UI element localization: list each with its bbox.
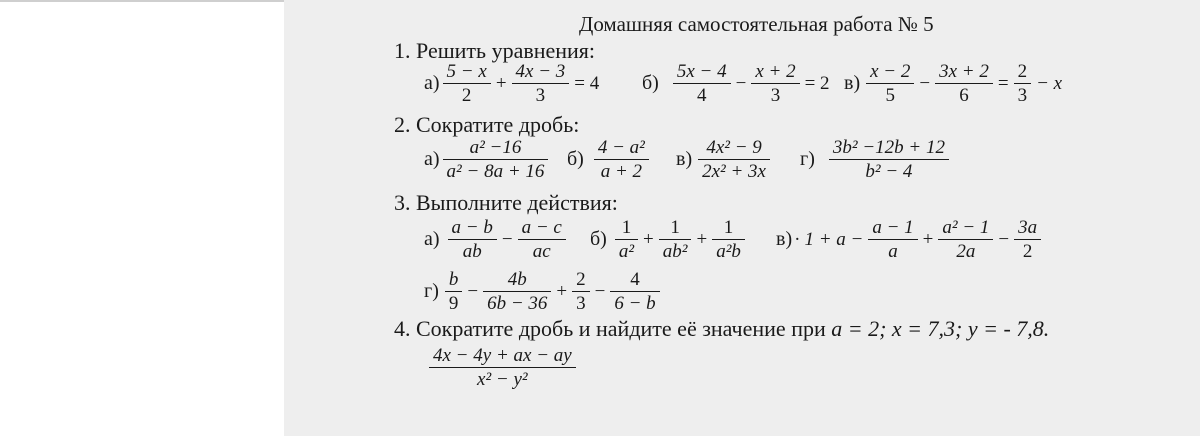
numerator: 2 [1017,61,1028,82]
denominator: a [868,239,917,262]
item-label: а) [424,72,440,95]
task-3-item-d [424,270,663,314]
numerator: 3b² −12b + 12 [832,137,945,158]
task-2-heading: 2. Сократите дробь: [394,112,580,137]
operator: + [643,228,654,250]
numerator: 4 [630,269,640,290]
numerator: 1 [723,217,734,238]
denominator: 2x² + 3x [698,159,770,182]
denominator: ab [448,239,497,262]
operator: + [922,228,934,250]
fraction [829,138,949,182]
denominator: 9 [445,291,463,314]
top-border-line [0,0,284,2]
expression-tail: − x [1036,72,1063,94]
fraction [935,62,993,106]
numerator: a − b [451,217,493,238]
numerator: 1 [621,217,632,238]
item-label: б) [590,228,607,251]
fraction [1014,218,1041,262]
fraction [512,62,570,106]
task-2-item-d [800,138,952,182]
item-label: б) [642,72,659,95]
fraction [659,218,692,262]
task-2-item-a [424,138,551,182]
operator: − [919,72,931,94]
numerator: a² −16 [469,137,522,158]
numerator: 5x − 4 [676,61,727,82]
right-hand-side: = 4 [574,72,600,94]
fraction [610,270,659,314]
denominator: 6 − b [610,291,659,314]
operator: + [495,72,507,94]
item-label: г) [424,280,439,303]
operator: − [735,72,747,94]
fraction [938,218,993,262]
dot-mark: · [794,228,801,250]
task-3-heading: 3. Выполните действия: [394,190,618,215]
task-4-condition: a = 2; x = 7,3; y = - 7,8. [831,316,1050,341]
denominator: 2 [1014,239,1041,262]
fraction [673,62,731,106]
operator: − [501,228,513,250]
operator: − [467,280,479,302]
expression-prefix: 1 + a − [804,228,864,250]
denominator: 3 [572,291,590,314]
numerator: 4 − a² [597,137,645,158]
numerator: 4x − 3 [515,61,566,82]
denominator: 5 [866,83,914,106]
fraction [698,138,770,182]
operator: + [556,280,568,302]
task-4-expression [426,346,579,390]
operator: + [696,228,708,250]
task-3-item-a [424,218,569,262]
denominator: 4 [673,83,731,106]
numerator: 1 [670,217,680,238]
task-2-item-b [567,138,652,182]
numerator: 4x² − 9 [706,137,762,158]
numerator: a − c [521,217,562,238]
fraction [594,138,649,182]
fraction [1014,62,1032,106]
denominator: 2a [938,239,993,262]
task-4-heading-text: 4. Сократите дробь и найдите её значение при [394,316,826,341]
item-label: г) [800,148,815,171]
denominator: 3 [512,83,570,106]
item-label: в) [844,72,861,95]
denominator: 6 [935,83,993,106]
task-1-heading: 1. Решить уравнения: [394,38,596,63]
worksheet-page [284,0,1200,436]
numerator: 4x − 4y + ax − ay [433,345,572,366]
right-hand-side: = 2 [804,72,830,94]
numerator: 3x + 2 [939,61,989,82]
numerator: x − 2 [870,61,911,82]
fraction [751,62,799,106]
denominator: a² − 8a + 16 [443,159,549,182]
item-label: в) [776,228,793,251]
denominator: a + 2 [594,159,649,182]
fraction [866,62,914,106]
task-1-item-c [844,62,1064,106]
denominator: b² − 4 [829,159,949,182]
denominator: a² [615,239,638,262]
equals-sign: = [997,72,1009,94]
numerator: 4b [507,269,527,290]
task-4-heading [394,316,1049,342]
denominator: 2 [443,83,491,106]
denominator: 3 [751,83,799,106]
numerator: a² − 1 [942,217,990,238]
numerator: b [448,269,459,290]
item-label: в) [676,148,693,171]
task-1-item-a [424,62,601,106]
fraction [483,270,551,314]
fraction [443,62,491,106]
numerator: 3a [1018,217,1038,238]
fraction [518,218,566,262]
numerator: 5 − x [446,61,487,82]
fraction [868,218,917,262]
denominator: a²b [712,239,745,262]
numerator: a − 1 [872,217,914,238]
numerator: x + 2 [755,61,796,82]
task-3-item-b [590,218,748,262]
denominator: 6b − 36 [483,291,551,314]
task-2-item-c [676,138,773,182]
fraction [448,218,497,262]
fraction [429,346,576,390]
fraction [443,138,549,182]
fraction [572,270,590,314]
fraction [712,218,745,262]
operator: − [998,228,1010,250]
denominator: ab² [659,239,692,262]
denominator: x² − y² [429,367,576,390]
numerator: 2 [576,269,586,290]
page-title: Домашняя самостоятельная работа № 5 [579,12,934,36]
denominator: ac [518,239,566,262]
item-label: б) [567,148,584,171]
operator: − [594,280,606,302]
item-label: а) [424,228,440,251]
item-label: а) [424,148,440,171]
task-3-item-c [776,218,1044,262]
denominator: 3 [1014,83,1032,106]
fraction [615,218,638,262]
task-1-item-b [642,62,832,106]
fraction [445,270,463,314]
